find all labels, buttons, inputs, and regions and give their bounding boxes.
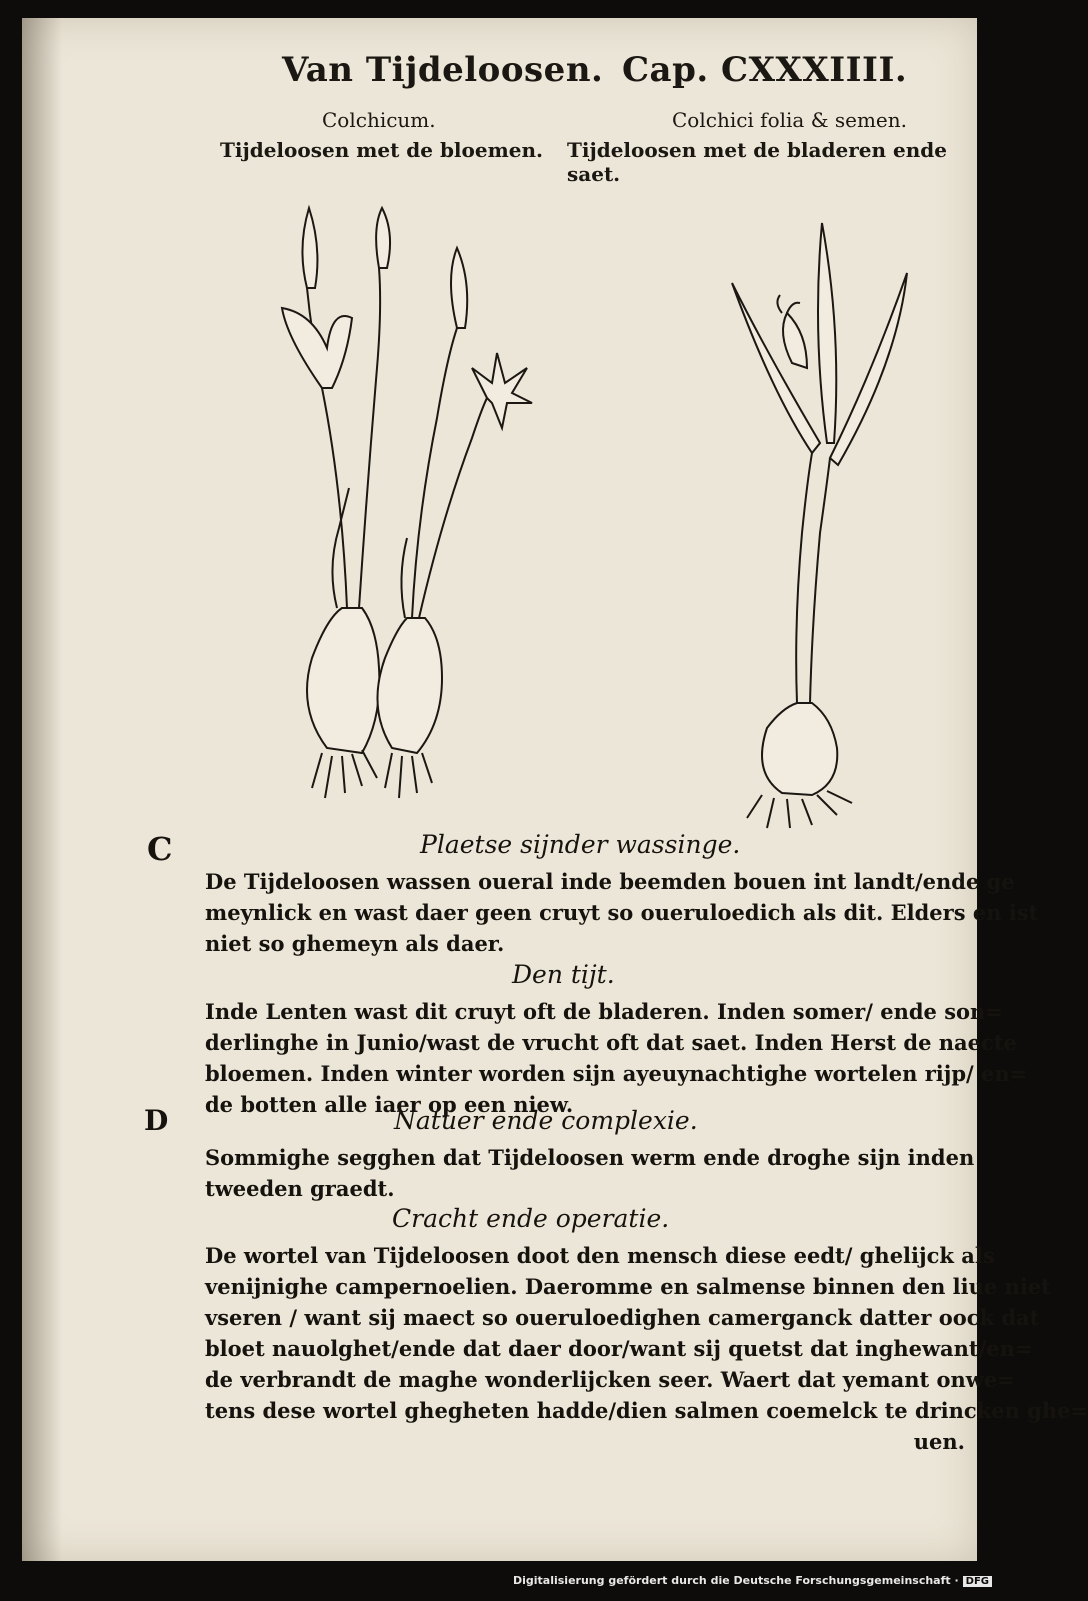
running-title-left: Van Tijdeloosen. [282, 50, 604, 90]
text-line: bloet nauolghet/ende dat daer door/want sij quetst dat inghewant/en= [205, 1336, 1033, 1361]
main-text [22, 18, 1088, 1561]
margin-marker-c: C [147, 830, 173, 868]
text-line: tens dese wortel ghegheten hadde/dien salmen coemelck te drincken ghe= [205, 1398, 1088, 1423]
text-line: derlinghe in Junio/wast de vrucht oft dat saet. Inden Herst de naecte [205, 1030, 1017, 1055]
dfg-logo: DFG [963, 1576, 992, 1587]
figure-caption-latin-left: Colchicum. [322, 108, 436, 132]
text-line: de botten alle iaer op een niew. [205, 1092, 574, 1117]
text-line: De Tijdeloosen wassen oueral inde beemden bouen int landt/ende ge [205, 869, 1015, 894]
text-line: uen. [913, 1429, 965, 1454]
text-line: vseren / want sij maect so oueruloedighen camerganck datter oock dat [205, 1305, 1040, 1330]
text-line: Sommighe segghen dat Tijdeloosen werm ende droghe sijn inden [205, 1145, 975, 1170]
margin-marker-d: D [144, 1104, 169, 1137]
text-line: tweeden graedt. [205, 1176, 395, 1201]
section-title-time: Den tijt. [512, 960, 615, 989]
figure-caption-dutch-right: Tijdeloosen met de bladeren ende saet. [567, 138, 947, 186]
text-line: Inde Lenten wast dit cruyt oft de bladeren. Inden somer/ ende son= [205, 999, 1003, 1024]
figure-caption-latin-right: Colchici folia & semen. [672, 108, 907, 132]
paragraph-habitat [205, 866, 1039, 959]
credit-text: Digitalisierung gefördert durch die Deutsche Forschungsgemeinschaft · [512, 1574, 959, 1587]
text-line: bloemen. Inden winter worden sijn ayeuynachtighe wortelen rijp/ en= [205, 1061, 1028, 1086]
section-title-power: Cracht ende operatie. [392, 1204, 670, 1233]
text-line: de verbrandt de maghe wonderlijcken seer. Waert dat yemant onwe= [205, 1367, 1015, 1392]
text-line: meynlick en wast daer geen cruyt so oueruloedich als dit. Elders en ist [205, 900, 1039, 925]
digitization-credit [513, 1574, 992, 1587]
text-line: De wortel van Tijdeloosen doot den mensch diese eedt/ ghelijck als [205, 1243, 995, 1268]
section-title-habitat: Plaetse sijnder wassinge. [420, 830, 741, 859]
chapter-number: Cap. CXXXIIII. [622, 50, 908, 90]
text-line: niet so ghemeyn als daer. [205, 931, 505, 956]
figure-caption-dutch-left: Tijdeloosen met de bloemen. [220, 138, 543, 162]
paragraph-power [205, 1240, 1088, 1457]
text-line: venijnighe campernoelien. Daeromme en salmense binnen den liue niet [205, 1274, 1051, 1299]
section-title-nature: Natuer ende complexie. [394, 1106, 698, 1135]
book-page [22, 18, 1088, 1561]
paragraph-nature [205, 1142, 975, 1204]
paragraph-time [205, 996, 1028, 1120]
